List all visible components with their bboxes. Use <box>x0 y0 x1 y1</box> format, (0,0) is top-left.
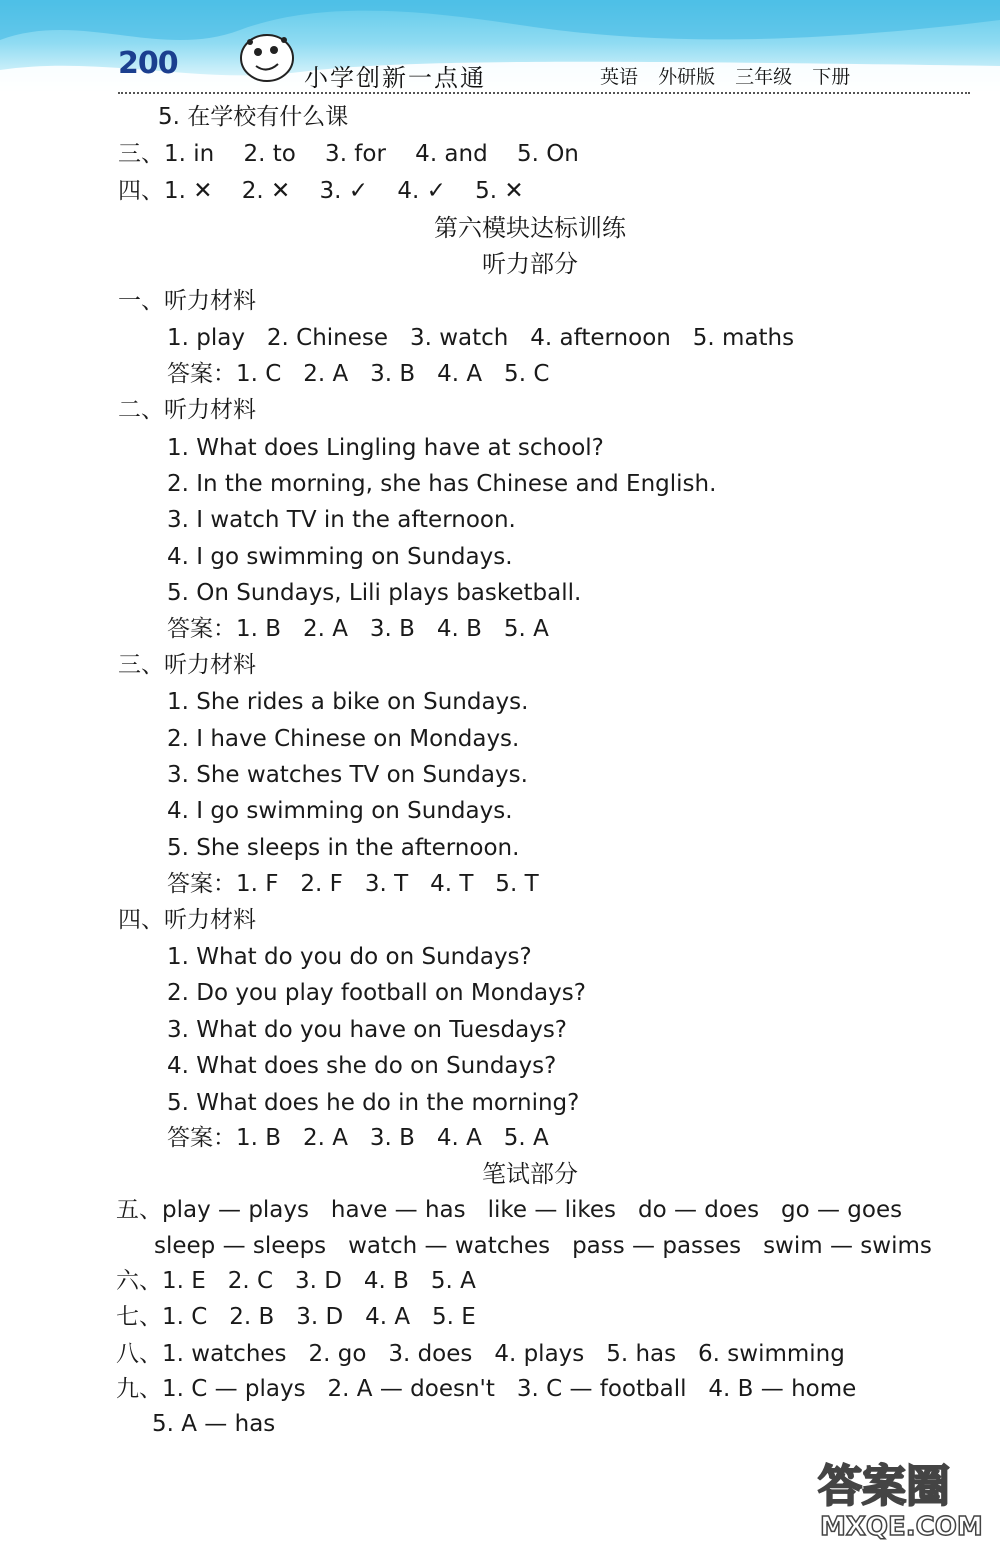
answer-line: 4. What does she do on Sundays? <box>167 1053 557 1079</box>
answer-line: sleep — sleeps watch — watches pass — passes swim — swims <box>154 1233 932 1259</box>
edition-label: 外研版 <box>658 66 716 88</box>
section-title: 第六模块达标训练 <box>434 214 626 242</box>
answer-line: 1. What do you do on Sundays? <box>167 944 532 970</box>
subject-label: 英语 <box>600 66 639 88</box>
mascot-icon <box>238 32 296 84</box>
grade-label: 三年级 <box>735 66 793 88</box>
answer-heading: 二、听力材料 <box>118 397 256 423</box>
page-number: 200 <box>118 46 178 81</box>
answer-line: 5. She sleeps in the afternoon. <box>167 835 520 861</box>
answer-key: 答案：1. B 2. A 3. B 4. A 5. A <box>167 1125 549 1151</box>
section-subtitle: 听力部分 <box>482 250 578 278</box>
answer-key: 答案：1. C 2. A 3. B 4. A 5. C <box>167 361 550 387</box>
answer-line: 八、1. watches 2. go 3. does 4. plays 5. has 6. swimming <box>116 1341 845 1367</box>
answer-heading: 三、听力材料 <box>118 652 256 678</box>
book-meta <box>600 62 864 89</box>
answer-line: 5. On Sundays, Lili plays basketball. <box>167 580 582 606</box>
answer-line: 五、play — plays have — has like — likes do — does go — goes <box>116 1197 903 1223</box>
answer-heading: 一、听力材料 <box>118 288 256 314</box>
answer-line: 2. In the morning, she has Chinese and English. <box>167 471 717 497</box>
answer-line: 九、1. C — plays 2. A — doesn't 3. C — football 4. B — home <box>116 1376 857 1402</box>
answer-line: 4. I go swimming on Sundays. <box>167 798 513 824</box>
volume-label: 下册 <box>812 66 851 88</box>
answer-heading: 四、听力材料 <box>118 907 256 933</box>
watermark-logo <box>812 1455 992 1543</box>
book-title: 小学创新一点通 <box>304 64 486 92</box>
answer-line: 六、1. E 2. C 3. D 4. B 5. A <box>116 1268 476 1294</box>
answer-line: 1. She rides a bike on Sundays. <box>167 689 529 715</box>
watermark-url-text: MXQE.COM <box>820 1512 983 1542</box>
answer-line: 2. Do you play football on Mondays? <box>167 980 586 1006</box>
answer-line: 1. What does Lingling have at school? <box>167 435 604 461</box>
answer-line: 4. I go swimming on Sundays. <box>167 544 513 570</box>
answer-line: 1. play 2. Chinese 3. watch 4. afternoon 5. maths <box>167 325 795 351</box>
answer-line: 七、1. C 2. B 3. D 4. A 5. E <box>116 1304 476 1330</box>
answer-line: 三、1. in 2. to 3. for 4. and 5. On <box>118 141 579 167</box>
header-divider <box>118 92 970 94</box>
answer-line: 5. 在学校有什么课 <box>158 104 349 130</box>
answer-line: 3. I watch TV in the afternoon. <box>167 507 516 533</box>
section-subtitle: 笔试部分 <box>482 1160 578 1188</box>
answer-line: 3. What do you have on Tuesdays? <box>167 1017 568 1043</box>
answer-line: 3. She watches TV on Sundays. <box>167 762 528 788</box>
answer-line: 四、1. ✕ 2. ✕ 3. ✓ 4. ✓ 5. ✕ <box>118 178 524 204</box>
watermark-logo-text: 答案圈 <box>818 1461 950 1512</box>
answer-line: 5. A — has <box>152 1411 276 1437</box>
answer-key: 答案：1. F 2. F 3. T 4. T 5. T <box>167 871 539 897</box>
answer-line: 2. I have Chinese on Mondays. <box>167 726 520 752</box>
answer-line: 5. What does he do in the morning? <box>167 1090 580 1116</box>
answer-key: 答案：1. B 2. A 3. B 4. B 5. A <box>167 616 549 642</box>
